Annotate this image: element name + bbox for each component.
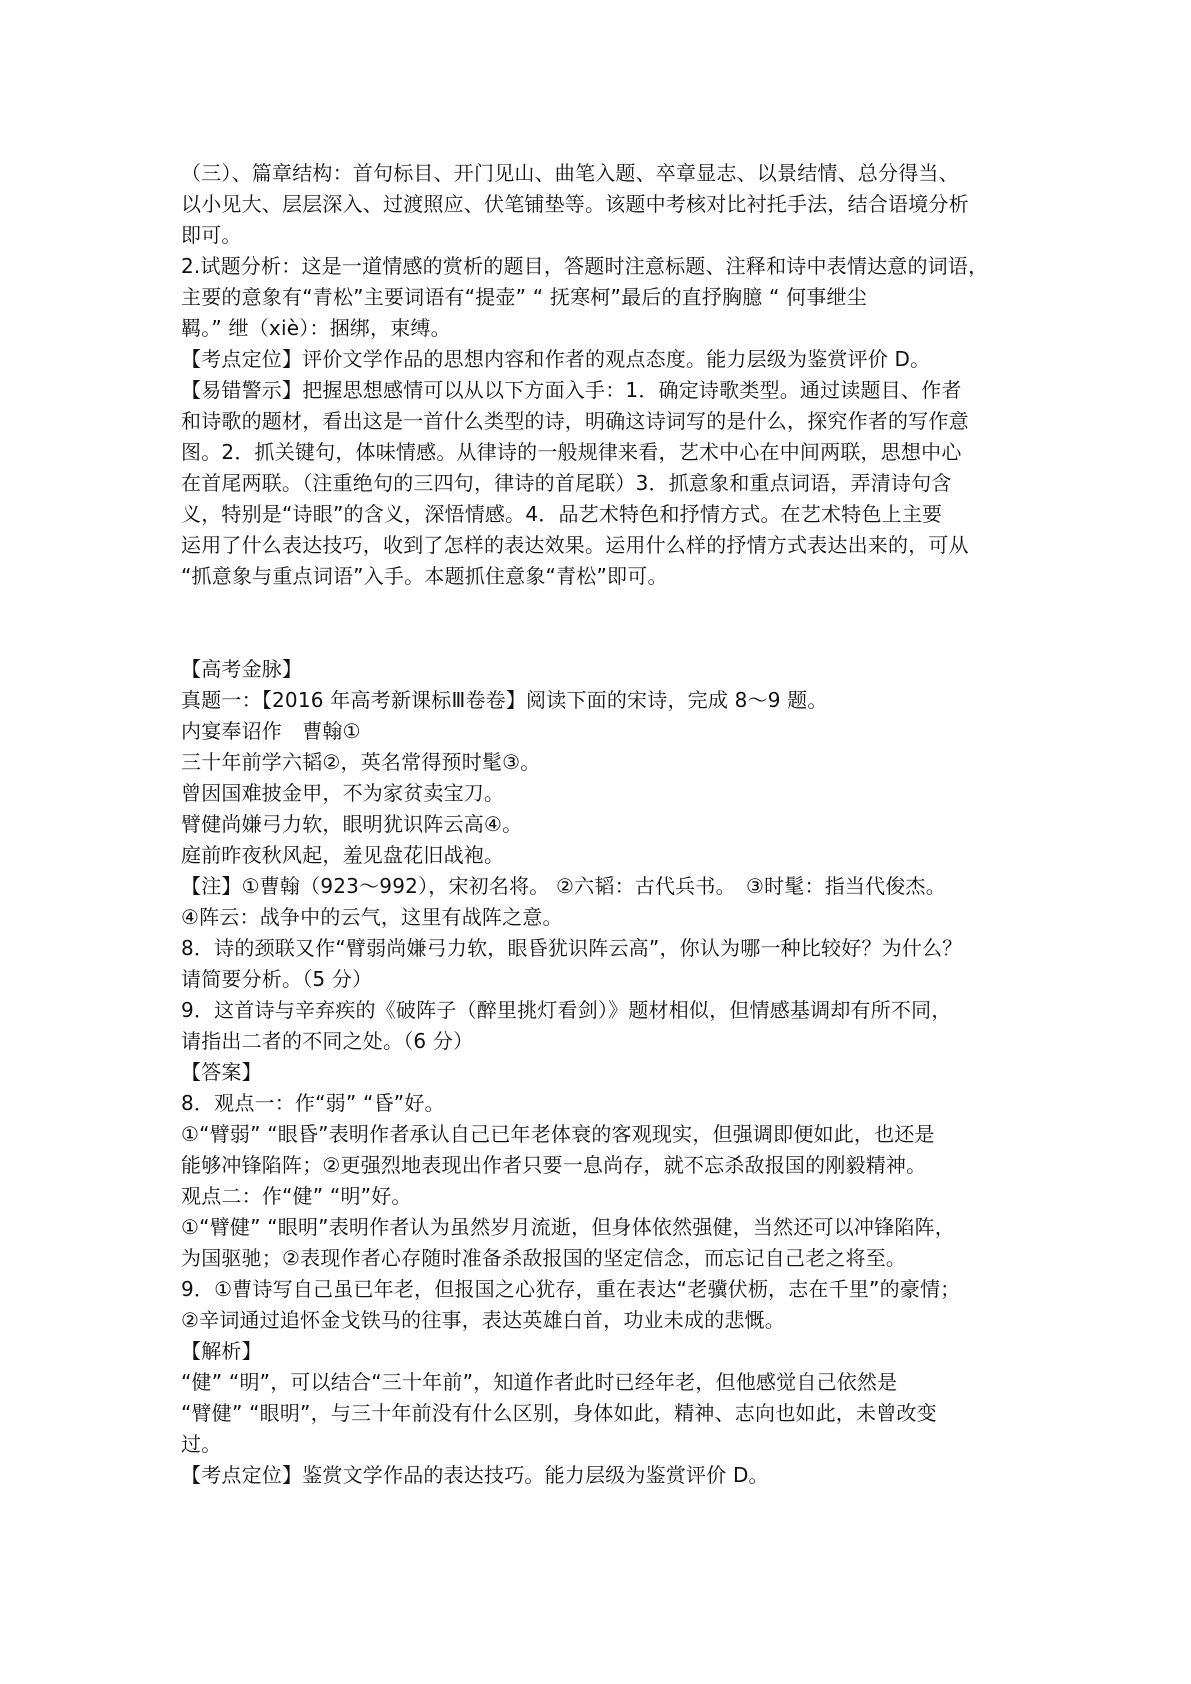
text-line: 以小见大、层层深入、过渡照应、伏笔铺垫等。该题中考核对比衬托手法，结合语境分析 <box>181 192 969 216</box>
text-line: 【易错警示】把握思想感情可以从以下方面入手：1．确定诗歌类型。通过读题目、作者 <box>181 378 962 402</box>
text-line: 【解析】 <box>181 1339 262 1363</box>
text-line: “臂健” “眼明”，与三十年前没有什么区别，身体如此，精神、志向也如此，未曾改变 <box>181 1401 937 1425</box>
text-line: ④阵云：战争中的云气，这里有战阵之意。 <box>181 905 563 929</box>
poem-line: 庭前昨夜秋风起，羞见盘花旧战袍。 <box>181 843 505 867</box>
poem-line: 臂健尚嫌弓力软，眼明犹识阵云高④。 <box>181 812 523 836</box>
text-line: 请简要分析。（5 分） <box>181 967 373 991</box>
text-line: 9．这首诗与辛弃疾的《破阵子（醉里挑灯看剑）》题材相似，但情感基调却有所不同， <box>181 998 952 1022</box>
document-page <box>181 158 1031 1491</box>
poem-title: 内宴奉诏作 曹翰① <box>181 719 361 743</box>
text-line: “健” “明”，可以结合“三十年前”，知道作者此时已经年老，但他感觉自己依然是 <box>181 1370 898 1394</box>
text-line: 【考点定位】评价文学作品的思想内容和作者的观点态度。能力层级为鉴赏评价 D。 <box>181 347 931 371</box>
text-line: 为国驱驰；②表现作者心存随时准备杀敌报国的坚定信念，而忘记自己老之将至。 <box>181 1246 907 1270</box>
text-line: 【答案】 <box>181 1060 262 1084</box>
text-line: 8．诗的颈联又作“臂弱尚嫌弓力软，眼昏犹识阵云高”，你认为哪一种比较好？为什么？ <box>181 936 963 960</box>
analysis-section <box>181 158 1031 592</box>
text-line: 和诗歌的题材，看出这是一首什么类型的诗，明确这诗词写的是什么，探究作者的写作意 <box>181 409 969 433</box>
text-line: 即可。 <box>181 223 242 247</box>
text-line: 主要的意象有“青松”主要词语有“提壶” “ 抚寒柯”最后的直抒胸臆 “ 何事绁尘 <box>181 285 867 309</box>
text-line: ②辛词通过追怀金戈铁马的往事，表达英雄白首，功业未成的悲慨。 <box>181 1308 785 1332</box>
text-line: 9．①曹诗写自己虽已年老，但报国之心犹存，重在表达“老骥伏枥，志在千里”的豪情； <box>181 1277 961 1301</box>
text-line: （三）、篇章结构：首句标目、开门见山、曲笔入题、卒章显志、以景结情、总分得当、 <box>181 161 959 185</box>
text-line: “抓意象与重点词语”入手。本题抓住意象“青松”即可。 <box>181 564 668 588</box>
text-line: 观点二：作“健” “明”好。 <box>181 1184 412 1208</box>
poem-line: 曾因国难披金甲，不为家贫卖宝刀。 <box>181 781 505 805</box>
text-line: ①“臂健” “眼明”表明作者认为虽然岁月流逝，但身体依然强健，当然还可以冲锋陷阵， <box>181 1215 955 1239</box>
exam-section <box>181 654 1031 1491</box>
text-line: 义，特别是“诗眼”的含义，深悟情感。4．品艺术特色和抒情方式。在艺术特色上主要 <box>181 502 943 526</box>
text-line: ①“臂弱” “眼昏”表明作者承认自己已年老体衰的客观现实，但强调即便如此，也还是 <box>181 1122 935 1146</box>
text-line: 【考点定位】鉴赏文学作品的表达技巧。能力层级为鉴赏评价 D。 <box>181 1463 769 1487</box>
text-line: 2.试题分析：这是一道情感的赏析的题目，答题时注意标题、注释和诗中表情达意的词语， <box>181 254 989 278</box>
text-line: 能够冲锋陷阵；②更强烈地表现出作者只要一息尚存，就不忘杀敌报国的刚毅精神。 <box>181 1153 927 1177</box>
text-line: 在首尾两联。（注重绝句的三四句，律诗的首尾联）3．抓意象和重点词语，弄清诗句含 <box>181 471 952 495</box>
section-heading: 【高考金脉】 <box>181 657 303 681</box>
text-line: 过。 <box>181 1432 222 1456</box>
text-line: 图。2．抓关键句，体味情感。从律诗的一般规律来看，艺术中心在中间两联，思想中心 <box>181 440 962 464</box>
text-line: 8．观点一：作“弱” “昏”好。 <box>181 1091 445 1115</box>
text-line: 请指出二者的不同之处。（6 分） <box>181 1029 474 1053</box>
text-line: 羁。” 绁（xiè）：捆绑，束缚。 <box>181 316 451 340</box>
text-line: 运用了什么表达技巧，收到了怎样的表达效果。运用什么样的抒情方式表达出来的，可从 <box>181 533 969 557</box>
text-line: 【注】①曹翰（923～992），宋初名将。 ②六韬：古代兵书。 ③时髦：指当代俊杰。 <box>181 874 946 898</box>
text-line: 真题一：【2016 年高考新课标Ⅲ卷卷】阅读下面的宋诗，完成 8～9 题。 <box>181 688 828 712</box>
section-gap <box>181 592 1031 654</box>
poem-line: 三十年前学六韬②，英名常得预时髦③。 <box>181 750 541 774</box>
